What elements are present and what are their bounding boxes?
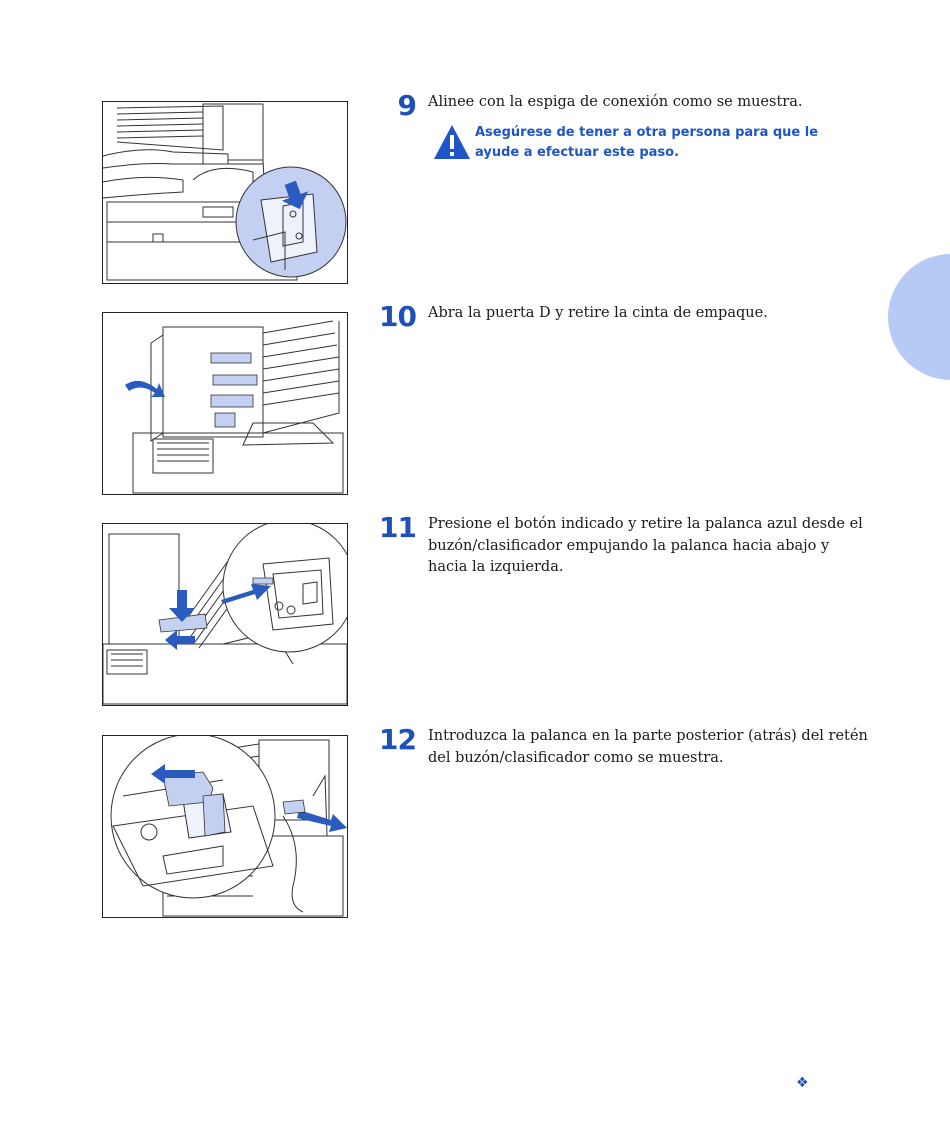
step-11 bbox=[0, 511, 950, 723]
step-9 bbox=[0, 89, 950, 301]
step-instruction: Presione el botón indicado y retire la palanca azul desde el buzón/clasificador empujando la palanca hacia abajo y hacia la izquierda. bbox=[428, 516, 863, 575]
footer-bullet-icon: ❖ bbox=[796, 1075, 809, 1091]
printer-illustration-align bbox=[103, 102, 347, 283]
step-number: 9 bbox=[397, 89, 416, 122]
figure-step-11 bbox=[102, 523, 348, 706]
step-instruction: Abra la puerta D y retire la cinta de empaque. bbox=[428, 305, 768, 321]
step-number: 11 bbox=[379, 511, 416, 544]
step-number: 12 bbox=[379, 723, 416, 756]
warning-icon bbox=[432, 123, 472, 163]
step-instruction: Alinee con la espiga de conexión como se muestra. bbox=[428, 94, 803, 110]
printer-illustration-insert bbox=[103, 736, 347, 917]
step-10 bbox=[0, 300, 950, 512]
warning-callout bbox=[432, 123, 852, 167]
step-number: 10 bbox=[379, 300, 416, 333]
figure-step-9 bbox=[102, 101, 348, 284]
step-12 bbox=[0, 723, 950, 935]
figure-step-12 bbox=[102, 735, 348, 918]
printer-illustration-lever bbox=[103, 524, 347, 705]
figure-step-10 bbox=[102, 312, 348, 495]
step-instruction: Introduzca la palanca en la parte posterior (atrás) del retén del buzón/clasificador como se muestra. bbox=[428, 728, 868, 766]
printer-illustration-door bbox=[103, 313, 347, 494]
warning-text: Asegúrese de tener a otra persona para que le ayude a efectuar este paso. bbox=[475, 125, 819, 160]
